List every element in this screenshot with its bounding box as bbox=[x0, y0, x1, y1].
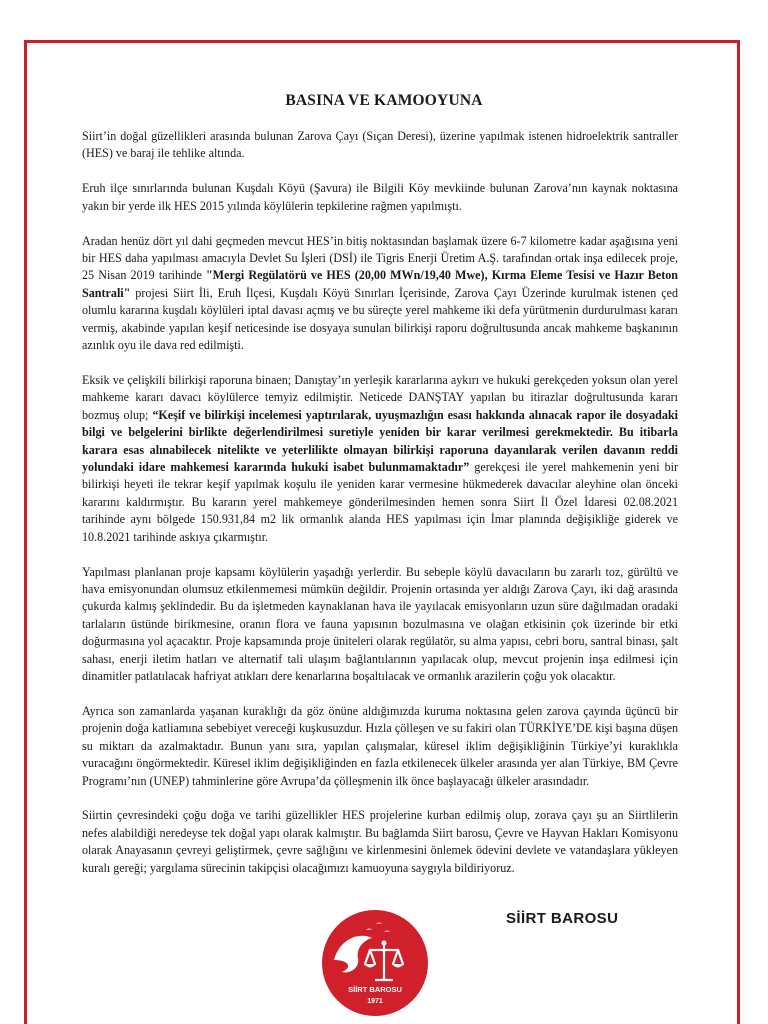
body-paragraph bbox=[82, 807, 678, 877]
bold-text-run: “Keşif ve bilirkişi incelemesi yaptırılarak, uyuşmazlığın esası hakkında alınacak rapor ile dosyadaki bilgi ve belgelerini birlikte değerlendirilmesi suretiyle yeniden bir karar verilmesi gerekmektedir. Bu itibarla karara esas alınabilecek nitelikte ve yeterlilikte olmayan bilirkişi raporuna dayanılarak verilen davanın reddi yolundaki idare mahkemesi kararında hukuki isabet bulunmamaktadır” bbox=[82, 407, 678, 474]
logo-year-text: 1971 bbox=[367, 998, 383, 1005]
text-run: Ayrıca son zamanlarda yaşanan kuraklığı da göz önüne aldığımızda kuruma noktasına gelen zarova çayında üçüncü bir projenin doğa katliamına sebebiyet vereceği kuşkusuzdur. Hızla çölleşen ve su fakiri olan TÜRKİYE’DE kişi başına düşen su miktarı da azalmaktadır. Bunun yanı sıra, yapılan çalışmalar, küresel iklim değişikliğinin Türkiye’yi kuraklıkla vuracağını öngörmektedir. Küresel iklim değişikliğinden en fazla etkilenecek ülkeler arasında yer alan Türkiye, BM Çevre Programı’nın (UNEP) tahminlerine göre Avrupa’da çölleşmenin ilk önce başlayacağı ülkeler arasındadır. bbox=[82, 703, 678, 788]
text-run: Yapılması planlanan proje kapsamı köylülerin yaşadığı yerlerdir. Bu sebeple köylü davacıların bu zararlı toz, gürültü ve hava emisyonundan olumsuz etkilenmemesi mümkün değildir. Projenin ortasında yer aldığı Zarova Çayı, iki dağ arasında çukurda kalmış şeklindedir. Bu da işletmeden kaynaklanan hava ile yayılacak emisyonların uzun süre dağılmadan oradaki tarlaların üstünde birikmesine, oranın flora ve fauna yapısının bozulmasına ve olağan etkisinin çok üzerinde bir etki doğurmasına yol açacaktır. Proje kapsamında proje üniteleri olarak regülatör, su alma yapısı, cebri boru, santral binası, şalt sahası, enerji iletim hatları ve alternatif tali ulaşım bağlantılarının yapılacak olup, mevcut projenin inşa edilmesi için dinamitler patlatılacak hafriyat atıkları dere kenarlarına boşaltılacak ve ormanlık arazilerin çoğu yok olacaktır. bbox=[82, 564, 678, 683]
document-title: BASINA VE KAMOOYUNA bbox=[285, 92, 483, 109]
text-run: Aradan henüz dört yıl dahi geçmeden mevcut HES’in bitiş noktasından başlamak üzere 6-7 kilometre kadar aşağısına yeni bir HES daha yapılması amacıyla Devlet Su İşleri (DSİ) ile Tigris Enerji Üretim A.Ş. tarafından ortak inşa edilecek proje, 25 Nisan 2019 tarihinde bbox=[82, 233, 678, 283]
body-paragraph bbox=[82, 703, 678, 790]
logo-name-text: SİİRT BAROSU bbox=[348, 985, 402, 994]
body-paragraph bbox=[82, 564, 678, 686]
bar-association-logo bbox=[320, 908, 430, 1018]
seal-icon bbox=[320, 908, 430, 1018]
body-paragraph bbox=[82, 372, 678, 546]
signature: SİİRT BAROSU bbox=[506, 910, 619, 927]
body-paragraph bbox=[82, 180, 678, 215]
text-run: projesi Siirt İli, Eruh İlçesi, Kuşdalı Köyü Sınırları İçerisinde, Zarova Çayı Üzerinde kurulmak istenen çed olumlu kararına kuşdalı köylüleri iptal davası açmış ve bu süreçte yerel mahkeme iki defa yürütmenin durdurulması kararı vermiş, akabinde yapılan keşif neticesinde ise dosyaya sunulan bilirkişi raporu doğrultusunda ancak mahkeme başkanının azınlık oyu ile dava red edilmişti. bbox=[82, 285, 678, 353]
bold-text-run: "Mergi Regülatörü ve HES (20,00 MWn/19,40 Mwe), Kırma Eleme Tesisi ve Hazır Beton Santrali" bbox=[82, 268, 679, 300]
text-run: Siirt’in doğal güzellikleri arasında bulunan Zarova Çayı (Sıçan Deresi), üzerine yapılmak istenen hidroelektrik santraller (HES) ve baraj ile tehlike altında. bbox=[82, 129, 678, 161]
text-run: Siirtin çevresindeki çoğu doğa ve tarihi güzellikler HES projelerine kurban edilmiş olup, zorava çayı şu an Siirtlilerin nefes alabildiği neredeyse tek doğal yapı olarak kalmıştır. Bu bağlamda Siirt barosu, Çevre ve Hayvan Hakları Komisyonu olarak Anayasanın çevreyi geliştirmek, çevre sağlığını ve kirlenmesini önlemek ödevini devlete ve vatandaşlara yükleyen kuralı gereği; yargılama sürecinin takipçisi olacağımızı kamuoyuna saygıyla bildiriyoruz. bbox=[82, 808, 678, 875]
text-run: Eruh ilçe sınırlarında bulunan Kuşdalı Köyü (Şavura) ile Bilgili Köy mevkiinde bulunan Zarova’nın kaynak noktasına yakın bir yerde ilk HES 2015 yılında köylülerin tepkilerine rağmen yapılmıştı. bbox=[82, 181, 678, 213]
text-run: gerekçesi ile yerel mahkemenin yeni bir bilirkişi heyeti ile tekrar keşif yapılmak koşulu ile yeniden karar vermesine hükmederek davacılar aleyhine olan önceki kararını kaldırmıştır. Bu kararın yerel mahkemeye gönderilmesinden hemen sonra Siirt İl Özel İdaresi 02.08.2021 tarihinde aynı bölgede 150.931,84 m2 lik ormanlık alanda HES yapılması için İmar planında değişikliğe giderek ve 10.8.2021 tarihinde askıya çıkarmıştır. bbox=[82, 460, 679, 544]
text-run: Eksik ve çelişkili bilirkişi raporuna binaen; Danıştay’ın yerleşik kararlarına aykırı ve hukuki gerekçeden yoksun olan yerel mahkeme kararı davacı köylülerce temyiz edilmiştir. Neticede DANŞTAY yapılan bu itirazlar doğrultusunda kararı bozmuş olup; bbox=[82, 372, 678, 422]
body-paragraph bbox=[82, 128, 678, 163]
body-paragraph bbox=[82, 233, 678, 355]
document-body bbox=[82, 128, 678, 895]
